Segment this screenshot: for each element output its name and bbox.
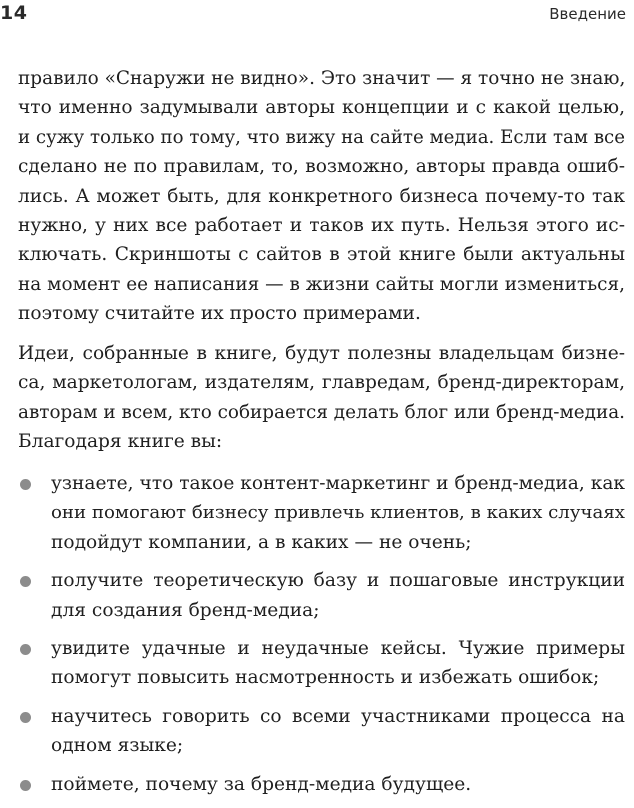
text-line: лись. А может быть, для конкретного бизнеса почему-то так (18, 185, 625, 207)
list-item-text (51, 702, 625, 761)
bullet-dot-icon (20, 644, 31, 655)
running-head-section-title: Введение (549, 5, 626, 23)
list-item-text (51, 634, 625, 693)
list-item (18, 566, 625, 625)
bullet-dot-icon (20, 780, 31, 791)
bullet-dot-icon (20, 479, 31, 490)
list-item (18, 634, 625, 693)
text-line: они помогают бизнесу привлечь клиентов, в каких случаях (51, 502, 625, 524)
text-line: получите теоретическую базу и пошаговые инструкции (51, 570, 625, 592)
text-line: ключать. Скриншоты с сайтов в этой книге были актуальны (18, 244, 625, 266)
text-line: для создания бренд-медиа; (51, 599, 320, 621)
text-line: нужно, у них все работает и таков их путь. Нельзя этого ис- (18, 215, 625, 237)
list-item-text (51, 770, 625, 799)
list-item (18, 770, 625, 799)
benefits-list (18, 469, 625, 808)
text-line: авторам и всем, кто собирается делать блог или бренд-медиа. (18, 401, 625, 423)
paragraph-disclaimer (18, 64, 625, 329)
list-item (18, 702, 625, 761)
text-line: правило «Снаружи не видно». Это значит — я точно не знаю, (18, 68, 626, 89)
list-item-text (51, 566, 625, 625)
text-line: и сужу только по тому, что вижу на сайте медиа. Если там все (18, 126, 625, 148)
text-line: подойдут компании, а в каких — не очень; (51, 531, 472, 553)
page-number: 14 (0, 2, 28, 24)
text-line: помогут повысить насмотренность и избежать ошибок; (51, 667, 600, 689)
page-header (0, 2, 634, 28)
text-line: научитесь говорить со всеми участниками процесса на (51, 705, 625, 727)
text-line: поэтому считайте их просто примерами. (18, 303, 421, 325)
text-line: узнаете, что такое контент-маркетинг и бренд-медиа, как (51, 473, 625, 494)
text-line: одном языке; (51, 735, 184, 757)
bullet-dot-icon (20, 576, 31, 587)
text-line: са, маркетологам, издателям, главредам, бренд-директорам, (18, 372, 625, 394)
text-line: сделано не по правилам, то, возможно, авторы правда ошиб- (18, 156, 625, 178)
text-line: на момент ее написания — в жизни сайты могли измениться, (18, 273, 625, 295)
list-item (18, 469, 625, 557)
text-line: Идеи, собранные в книге, будут полезны владельцам бизне- (18, 343, 625, 364)
list-item-text (51, 469, 625, 557)
text-line: Благодаря книге вы: (18, 431, 223, 453)
text-line: поймете, почему за бренд-медиа будущее. (51, 773, 472, 795)
text-line: увидите удачные и неудачные кейсы. Чужие примеры (51, 638, 625, 660)
paragraph-audience (18, 339, 625, 457)
bullet-dot-icon (20, 712, 31, 723)
text-line: что именно задумывали авторы концепции и с какой целью, (18, 97, 625, 119)
